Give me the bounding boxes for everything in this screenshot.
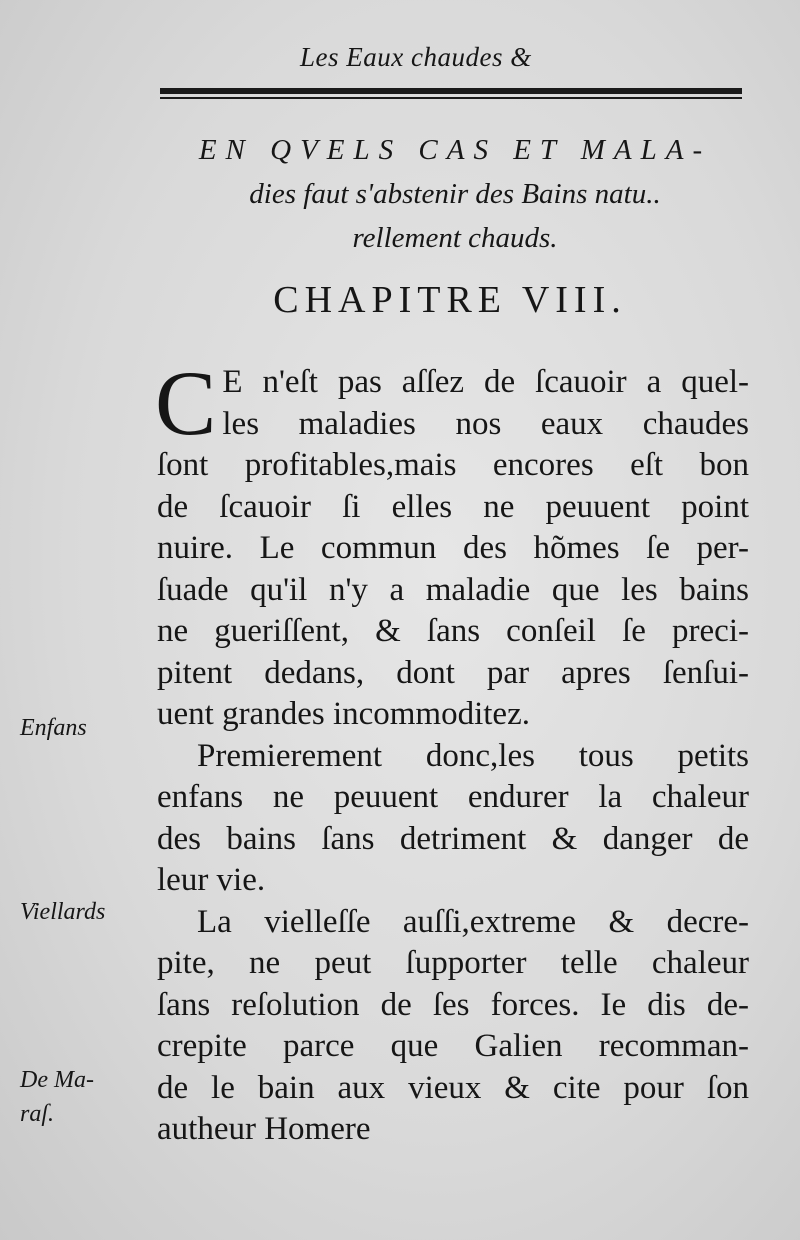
text-line: enfans ne peuuent endurer la chaleur [157,779,749,815]
text-line: ne gueriſſent, & ſans conſeil ſe preci- [157,613,749,649]
text-line: autheur Homere [157,1111,371,1147]
heading-line-1: EN QVELS CAS ET MALA- [198,134,712,166]
text-line: les maladies nos eaux chaudes [222,405,749,442]
text-line: Premierement donc,les tous petits [197,737,749,774]
text-line: leur vie. [157,862,266,898]
text-line: nuire. Le commun des hõmes ſe per- [157,530,749,566]
text-line: ſont profitables,mais encores eſt bon [157,447,749,483]
margin-note-de-marras-2: raſ. [20,1101,55,1127]
text-line: La vielleſſe auſſi,extreme & decre- [197,903,749,940]
text-line: pitent dedans, dont par apres ſenſui- [157,654,749,691]
text-line: de le bain aux vieux & cite pour ſon [157,1069,749,1106]
running-head: Les Eaux chaudes & [300,42,532,72]
text-line: crepite parce que Galien recomman- [157,1028,749,1064]
heading-line-3: rellement chauds. [352,222,558,254]
text-line: pite, ne peut ſupporter telle chaleur [157,945,749,981]
margin-note-enfans: Enfans [20,715,87,741]
heading-line-2: dies faut s'abstenir des Bains natu.. [249,178,661,210]
text-line: E n'eſt pas aſſez de ſcauoir a quel- [222,364,749,400]
header-rule-thin [160,97,742,99]
margin-note-viellards: Viellards [20,899,106,925]
margin-note-de-marras-1: De Ma- [20,1067,94,1093]
text-line: de ſcauoir ſi elles ne peuuent point [157,488,749,525]
drop-cap: C [155,352,217,454]
text-line: ſans reſolution de ſes forces. Ie dis de- [157,986,749,1023]
body-text [155,352,749,1151]
text-line: ſuade qu'il n'y a maladie que les bains [157,571,749,608]
header-rule-thick [160,88,742,94]
section-heading [155,128,755,260]
text-line: uent grandes incommoditez. [157,696,530,732]
text-line: des bains ſans detriment & danger de [157,820,749,857]
chapter-title: CHAPITRE VIII. [273,279,627,321]
